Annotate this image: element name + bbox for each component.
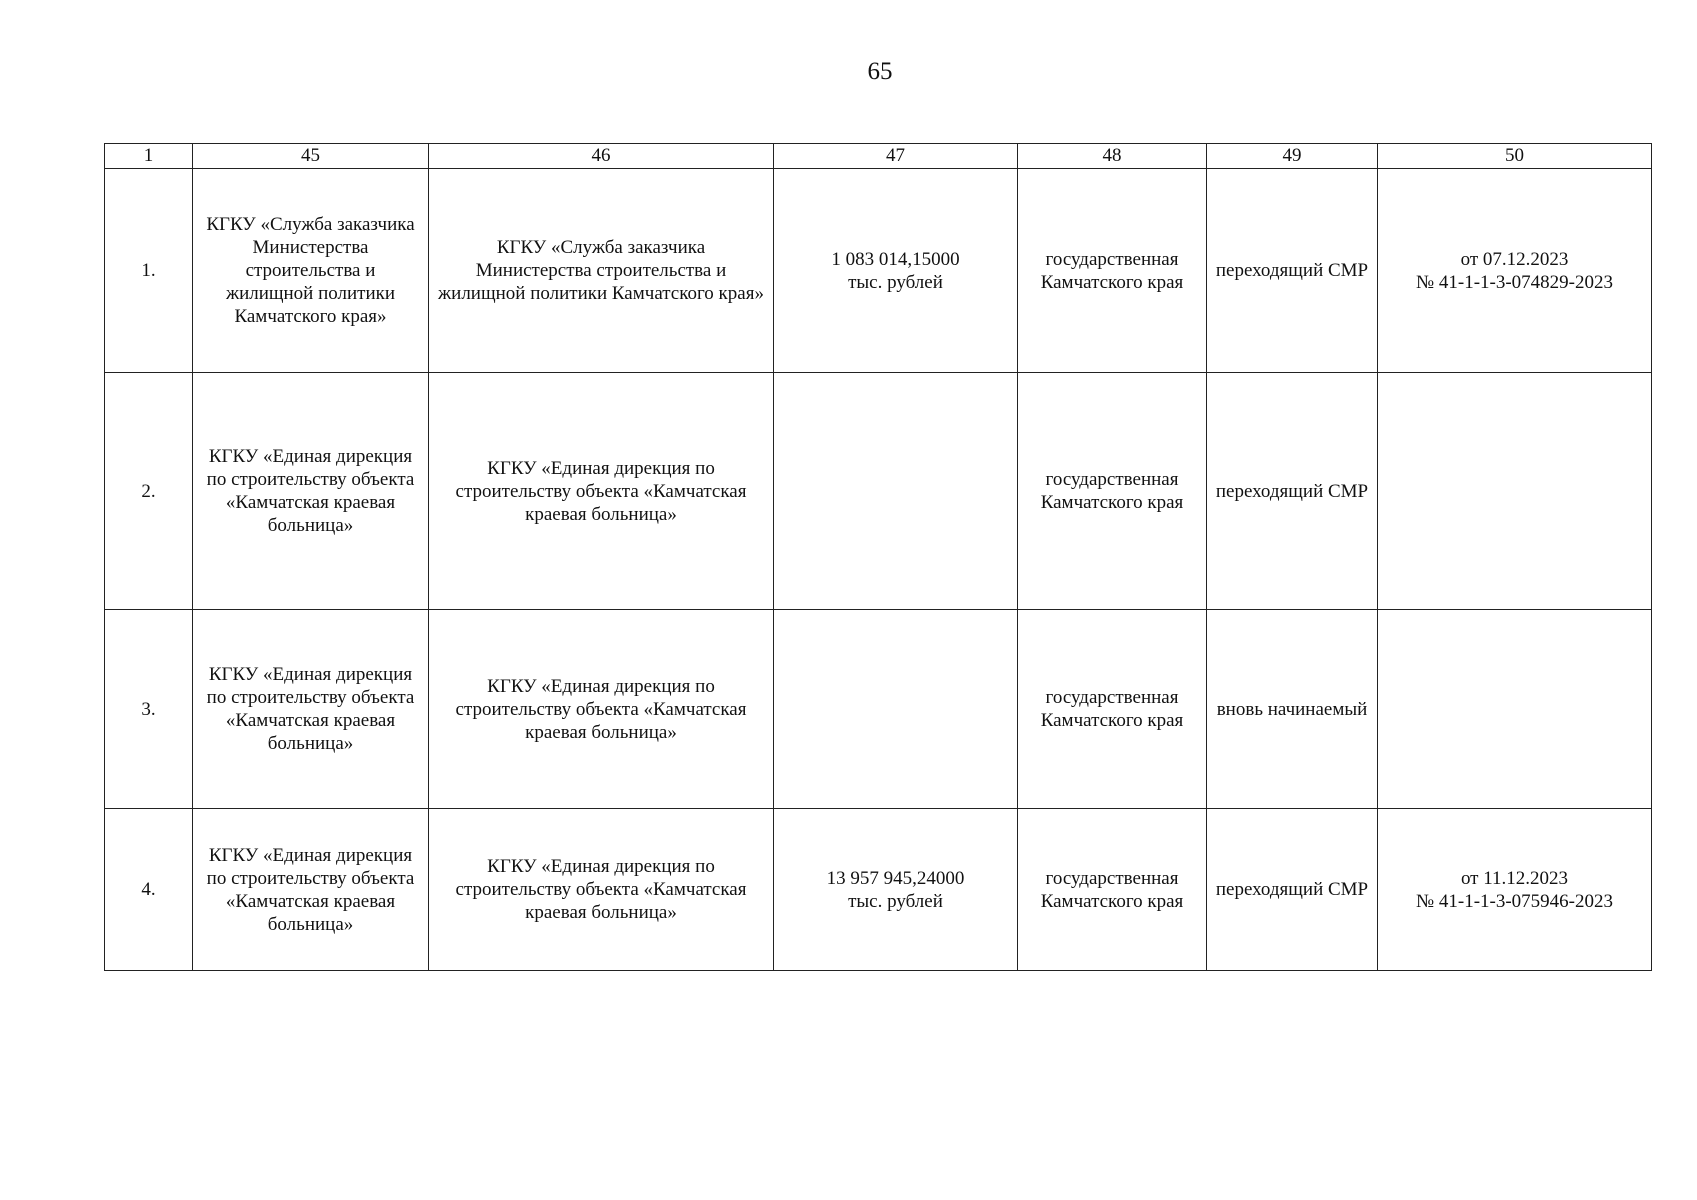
ownership-cell: государственная Камчатского края [1018,373,1207,610]
expertise-cell [1378,809,1652,971]
header-row [105,144,1652,169]
column-header-49: 49 [1207,144,1378,169]
status-cell: переходящий СМР [1207,373,1378,610]
expertise-cell [1378,169,1652,373]
ownership-cell: государственная Камчатского края [1018,610,1207,809]
customer-cell: КГКУ «Единая дирекция по строительству объекта «Камчатская краевая больница» [429,809,774,971]
expertise-number: № 41-1-1-3-075946-2023 [1415,890,1613,912]
table-row [105,169,1652,373]
expertise-number: № 41-1-1-3-074829-2023 [1415,271,1613,293]
expertise-date: от 07.12.2023 [1460,248,1569,270]
column-header-48: 48 [1018,144,1207,169]
cost-cell [774,610,1018,809]
cost-unit: тыс. рублей [848,271,943,293]
row-number: 2. [105,373,193,610]
cost-cell [774,373,1018,610]
customer-cell: КГКУ «Служба заказчика Министерства строительства и жилищной политики Камчатского края» [429,169,774,373]
customer-cell: КГКУ «Единая дирекция по строительству объекта «Камчатская краевая больница» [429,373,774,610]
table-row [105,809,1652,971]
expertise-cell [1378,373,1652,610]
cost-cell [774,169,1018,373]
row-number: 4. [105,809,193,971]
developer-cell: КГКУ «Единая дирекция по строительству объекта «Камчатская краевая больница» [193,373,429,610]
column-header-50: 50 [1378,144,1652,169]
developer-cell: КГКУ «Служба заказчика Министерства строительства и жилищной политики Камчатского края» [193,169,429,373]
customer-cell: КГКУ «Единая дирекция по строительству объекта «Камчатская краевая больница» [429,610,774,809]
cost-unit: тыс. рублей [848,890,943,912]
table-row [105,610,1652,809]
column-header-1: 1 [105,144,193,169]
column-header-45: 45 [193,144,429,169]
cost-value: 13 957 945,24000 [826,867,965,889]
status-cell: вновь начинаемый [1207,610,1378,809]
row-number: 1. [105,169,193,373]
expertise-date: от 11.12.2023 [1460,867,1569,889]
row-number: 3. [105,610,193,809]
cost-value: 1 083 014,15000 [831,248,960,270]
ownership-cell: государственная Камчатского края [1018,169,1207,373]
developer-cell: КГКУ «Единая дирекция по строительству объекта «Камчатская краевая больница» [193,610,429,809]
column-header-47: 47 [774,144,1018,169]
page-number: 65 [867,58,893,85]
ownership-cell: государственная Камчатского края [1018,809,1207,971]
status-cell: переходящий СМР [1207,169,1378,373]
developer-cell: КГКУ «Единая дирекция по строительству объекта «Камчатская краевая больница» [193,809,429,971]
column-header-46: 46 [429,144,774,169]
expertise-cell [1378,610,1652,809]
status-cell: переходящий СМР [1207,809,1378,971]
table-row [105,373,1652,610]
cost-cell [774,809,1018,971]
document-table [104,143,1652,971]
